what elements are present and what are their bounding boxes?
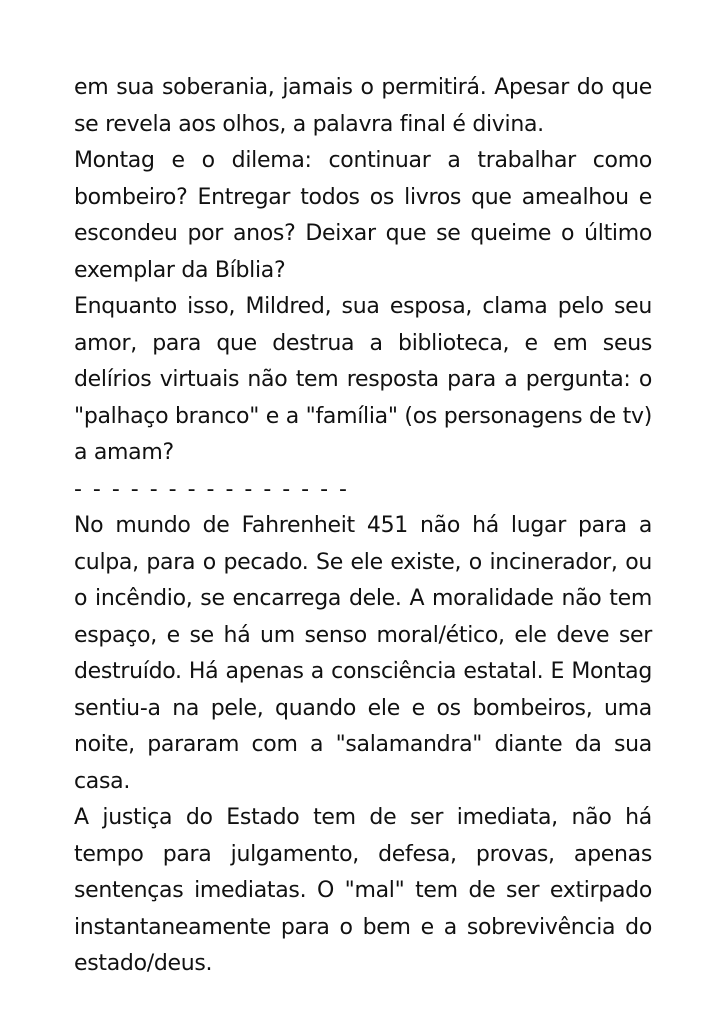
paragraph-1: em sua soberania, jamais o permitirá. Apesar do que se revela aos olhos, a palavra final é divina. xyxy=(74,75,652,137)
section-divider: - - - - - - - - - - - - - - - xyxy=(74,476,349,502)
paragraph-2: Montag e o dilema: continuar a trabalhar como bombeiro? Entregar todos os livros que amealhou e escondeu por anos? Deixar que se queime o último exemplar da Bíblia? xyxy=(74,148,652,283)
paragraph-4: No mundo de Fahrenheit 451 não há lugar para a culpa, para o pecado. Se ele existe, o incinerador, ou o incêndio, se encarrega dele. A moralidade não tem espaço, e se há um senso moral/ético, ele deve ser destruído. Há apenas a consciência estatal. E Montag sentiu-a na pele, quando ele e os bombeiros, uma noite, pararam com a "salamandra" diante da sua casa. xyxy=(74,513,652,794)
paragraph-3: Enquanto isso, Mildred, sua esposa, clama pelo seu amor, para que destrua a biblioteca, e em seus delírios virtuais não tem resposta para a pergunta: o "palhaço branco" e a "família" (os personagens de tv) a amam? xyxy=(74,294,652,465)
paragraph-5: A justiça do Estado tem de ser imediata, não há tempo para julgamento, defesa, provas, apenas sentenças imediatas. O "mal" tem de ser extirpado instantaneamente para o bem e a sobrevivência do estado/deus. xyxy=(74,805,652,976)
document-page xyxy=(74,70,652,983)
